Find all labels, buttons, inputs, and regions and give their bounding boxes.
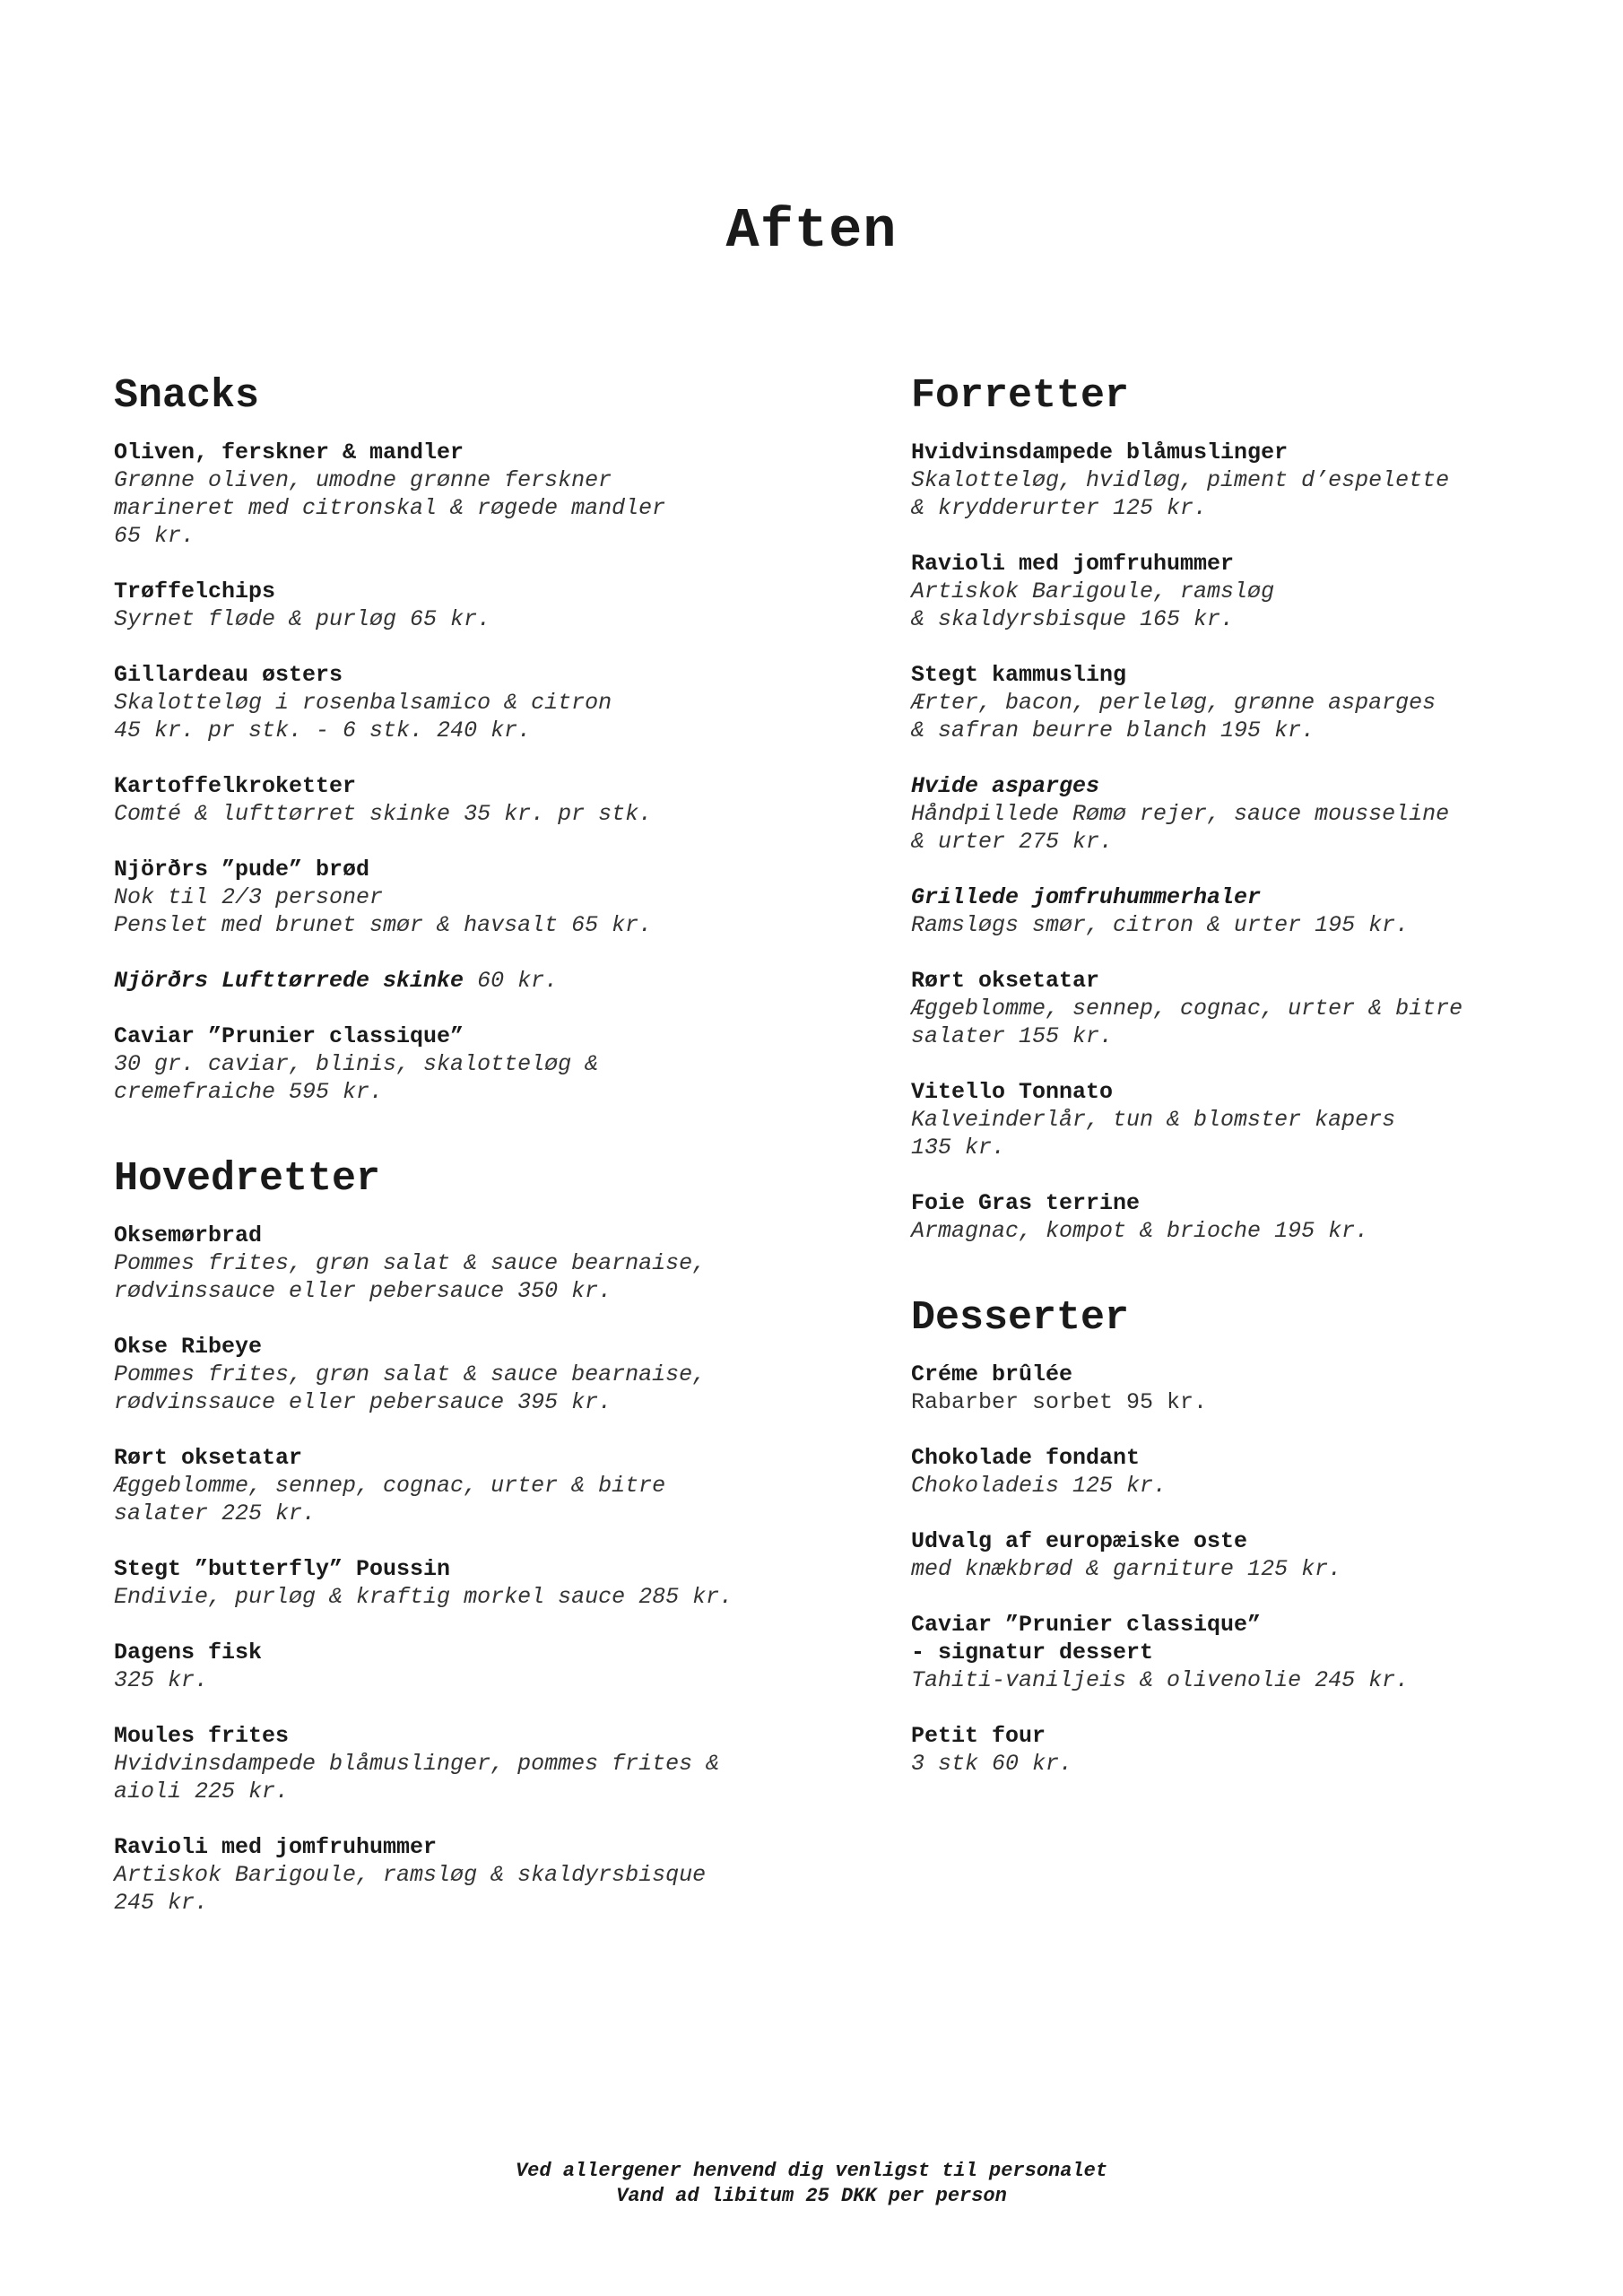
menu-item xyxy=(114,1722,831,1805)
menu-item-name xyxy=(114,1022,831,1050)
menu-item-title: Trøffelchips xyxy=(114,578,276,604)
menu-item-title: Foie Gras terrine xyxy=(911,1190,1141,1216)
menu-item-name xyxy=(114,1444,831,1472)
menu-item xyxy=(114,1022,831,1106)
menu-item-title: Moules frites xyxy=(114,1723,290,1749)
water-note: Vand ad libitum 25 DKK per person xyxy=(616,2185,1007,2207)
menu-item-name xyxy=(911,550,1593,578)
menu-item-name xyxy=(114,856,831,883)
menu-item xyxy=(911,1722,1593,1778)
menu-item-name xyxy=(114,578,831,605)
menu-item xyxy=(911,550,1593,633)
menu-item-description: Rabarber sorbet 95 kr. xyxy=(911,1389,1208,1415)
menu-item-description: Skalotteløg i rosenbalsamico & citron 45 kr. pr stk. - 6 stk. 240 kr. xyxy=(114,690,612,744)
menu-item-name xyxy=(114,1833,831,1861)
menu-item xyxy=(114,967,831,995)
menu-item-name xyxy=(911,772,1593,800)
footer-note xyxy=(0,2159,1623,2209)
menu-item-description: med knækbrød & garniture 125 kr. xyxy=(911,1556,1342,1582)
menu-item-name xyxy=(911,967,1593,995)
menu-item xyxy=(114,772,831,828)
menu-item-name xyxy=(114,967,831,995)
menu-item-name xyxy=(114,439,831,466)
menu-item-description: Chokoladeis 125 kr. xyxy=(911,1473,1167,1499)
allergen-note: Ved allergener henvend dig venligst til personalet xyxy=(515,2160,1108,2182)
menu-item-title: Vitello Tonnato xyxy=(911,1079,1114,1105)
menu-item-description: Armagnac, kompot & brioche 195 kr. xyxy=(911,1218,1369,1244)
menu-item xyxy=(911,661,1593,744)
menu-item-title: Njörðrs ”pude” brød xyxy=(114,857,370,883)
menu-item-description: Artiskok Barigoule, ramsløg & skaldyrsbisque 165 kr. xyxy=(911,578,1275,632)
menu-item xyxy=(114,1639,831,1694)
menu-item-title: Caviar ”Prunier classique” xyxy=(114,1023,464,1049)
menu-item xyxy=(911,772,1593,856)
menu-item-name xyxy=(114,772,831,800)
menu-item xyxy=(911,1078,1593,1161)
menu-item xyxy=(114,578,831,633)
menu-item-title: Rørt oksetatar xyxy=(114,1445,303,1471)
menu-item-title: Udvalg af europæiske oste xyxy=(911,1528,1248,1554)
menu-item-title: Oksemørbrad xyxy=(114,1222,263,1248)
menu-item-description: Ærter, bacon, perleløg, grønne asparges & safran beurre blanch 195 kr. xyxy=(911,690,1436,744)
menu-item xyxy=(114,439,831,550)
menu-section-snacks xyxy=(114,368,831,1106)
menu-item-name xyxy=(911,1078,1593,1106)
menu-section-hovedretter xyxy=(114,1151,831,1917)
menu-item-description: Comté & lufttørret skinke 35 kr. pr stk. xyxy=(114,801,653,827)
menu-item-name xyxy=(911,1189,1593,1217)
menu-item-title: Njörðrs Lufttørrede skinke xyxy=(114,968,464,994)
menu-item-description: Æggeblomme, sennep, cognac, urter & bitre salater 225 kr. xyxy=(114,1473,666,1526)
menu-item-title: Rørt oksetatar xyxy=(911,968,1100,994)
page-title: Aften xyxy=(725,199,898,263)
menu-item xyxy=(911,439,1593,522)
menu-item-description: 3 stk 60 kr. xyxy=(911,1751,1073,1777)
menu-item-description: Pommes frites, grøn salat & sauce bearnaise, rødvinssauce eller pebersauce 395 kr. xyxy=(114,1361,707,1415)
section-heading: Forretter xyxy=(911,373,1130,419)
menu-item-name xyxy=(114,661,831,689)
menu-section-desserter xyxy=(911,1290,1593,1778)
menu-item-description: Kalveinderlår, tun & blomster kapers 135 kr. xyxy=(911,1107,1396,1161)
menu-item-name xyxy=(911,1361,1593,1388)
menu-item-title: Hvidvinsdampede blåmuslinger xyxy=(911,439,1289,465)
menu-item-description: Pommes frites, grøn salat & sauce bearnaise, rødvinssauce eller pebersauce 350 kr. xyxy=(114,1250,707,1304)
menu-item-description: Grønne oliven, umodne grønne ferskner marineret med citronskal & røgede mandler 65 kr. xyxy=(114,467,666,549)
menu-item-description: Endivie, purløg & kraftig morkel sauce 285 kr. xyxy=(114,1584,733,1610)
menu-item-name xyxy=(911,1527,1593,1555)
menu-item-description: Artiskok Barigoule, ramsløg & skaldyrsbisque 245 kr. xyxy=(114,1862,707,1916)
menu-item-description: Hvidvinsdampede blåmuslinger, pommes frites & aioli 225 kr. xyxy=(114,1751,720,1805)
menu-item-name xyxy=(911,1722,1593,1750)
menu-item-name xyxy=(114,1222,831,1249)
menu-item-name xyxy=(114,1722,831,1750)
menu-item xyxy=(911,1611,1593,1694)
menu-item xyxy=(114,1222,831,1305)
menu-item-title: Petit four xyxy=(911,1723,1046,1749)
menu-item-title: Oliven, ferskner & mandler xyxy=(114,439,464,465)
menu-item-title: Ravioli med jomfruhummer xyxy=(911,551,1235,577)
menu-item xyxy=(911,1527,1593,1583)
menu-item-title: Kartoffelkroketter xyxy=(114,773,357,799)
menu-item-title: Ravioli med jomfruhummer xyxy=(114,1834,438,1860)
section-heading: Hovedretter xyxy=(114,1156,381,1202)
menu-item xyxy=(911,1361,1593,1416)
menu-item-description: Håndpillede Rømø rejer, sauce mousseline & urter 275 kr. xyxy=(911,801,1450,855)
menu-item-title: Okse Ribeye xyxy=(114,1334,263,1360)
menu-item-title: Stegt kammusling xyxy=(911,662,1127,688)
menu-item xyxy=(911,967,1593,1050)
menu-section-forretter xyxy=(911,368,1593,1245)
menu-item-description: Æggeblomme, sennep, cognac, urter & bitre salater 155 kr. xyxy=(911,996,1463,1049)
menu-item xyxy=(911,1189,1593,1245)
menu-item-name xyxy=(114,1555,831,1583)
menu-item-title: Caviar ”Prunier classique” - signatur dessert xyxy=(911,1612,1262,1665)
menu-item-price: 60 kr. xyxy=(464,968,559,994)
menu-item-description: Nok til 2/3 personer Penslet med brunet smør & havsalt 65 kr. xyxy=(114,884,653,938)
section-heading: Desserter xyxy=(911,1295,1130,1341)
menu-item xyxy=(911,883,1593,939)
menu-item-name xyxy=(911,1444,1593,1472)
menu-item-title: Créme brûlée xyxy=(911,1361,1073,1387)
menu-item-description: Ramsløgs smør, citron & urter 195 kr. xyxy=(911,912,1410,938)
menu-item-description: Skalotteløg, hvidløg, piment d’espelette & krydderurter 125 kr. xyxy=(911,467,1450,521)
menu-item xyxy=(114,661,831,744)
menu-item xyxy=(911,1444,1593,1500)
menu-item xyxy=(114,856,831,939)
menu-item-name xyxy=(911,439,1593,466)
menu-item-description: Tahiti-vaniljeis & olivenolie 245 kr. xyxy=(911,1667,1410,1693)
menu-item-description: 30 gr. caviar, blinis, skalotteløg & cremefraiche 595 kr. xyxy=(114,1051,599,1105)
section-heading: Snacks xyxy=(114,373,260,419)
menu-item-title: Grillede jomfruhummerhaler xyxy=(911,884,1262,910)
menu-item-title: Dagens fisk xyxy=(114,1639,263,1665)
menu-item-title: Gillardeau østers xyxy=(114,662,343,688)
menu-item-description: 325 kr. xyxy=(114,1667,209,1693)
menu-item-name xyxy=(911,883,1593,911)
menu-item-title: Stegt ”butterfly” Poussin xyxy=(114,1556,451,1582)
menu-item-name xyxy=(911,1611,1593,1666)
menu-item xyxy=(114,1833,831,1917)
menu-item-title: Chokolade fondant xyxy=(911,1445,1141,1471)
menu-item xyxy=(114,1333,831,1416)
menu-item-name xyxy=(114,1639,831,1666)
menu-item-name xyxy=(911,661,1593,689)
menu-item-name xyxy=(114,1333,831,1361)
right-column xyxy=(911,368,1593,1805)
menu-item-description: Syrnet fløde & purløg 65 kr. xyxy=(114,606,491,632)
menu-item-title: Hvide asparges xyxy=(911,773,1100,799)
left-column xyxy=(114,368,831,1944)
menu-item xyxy=(114,1555,831,1611)
menu-item xyxy=(114,1444,831,1527)
